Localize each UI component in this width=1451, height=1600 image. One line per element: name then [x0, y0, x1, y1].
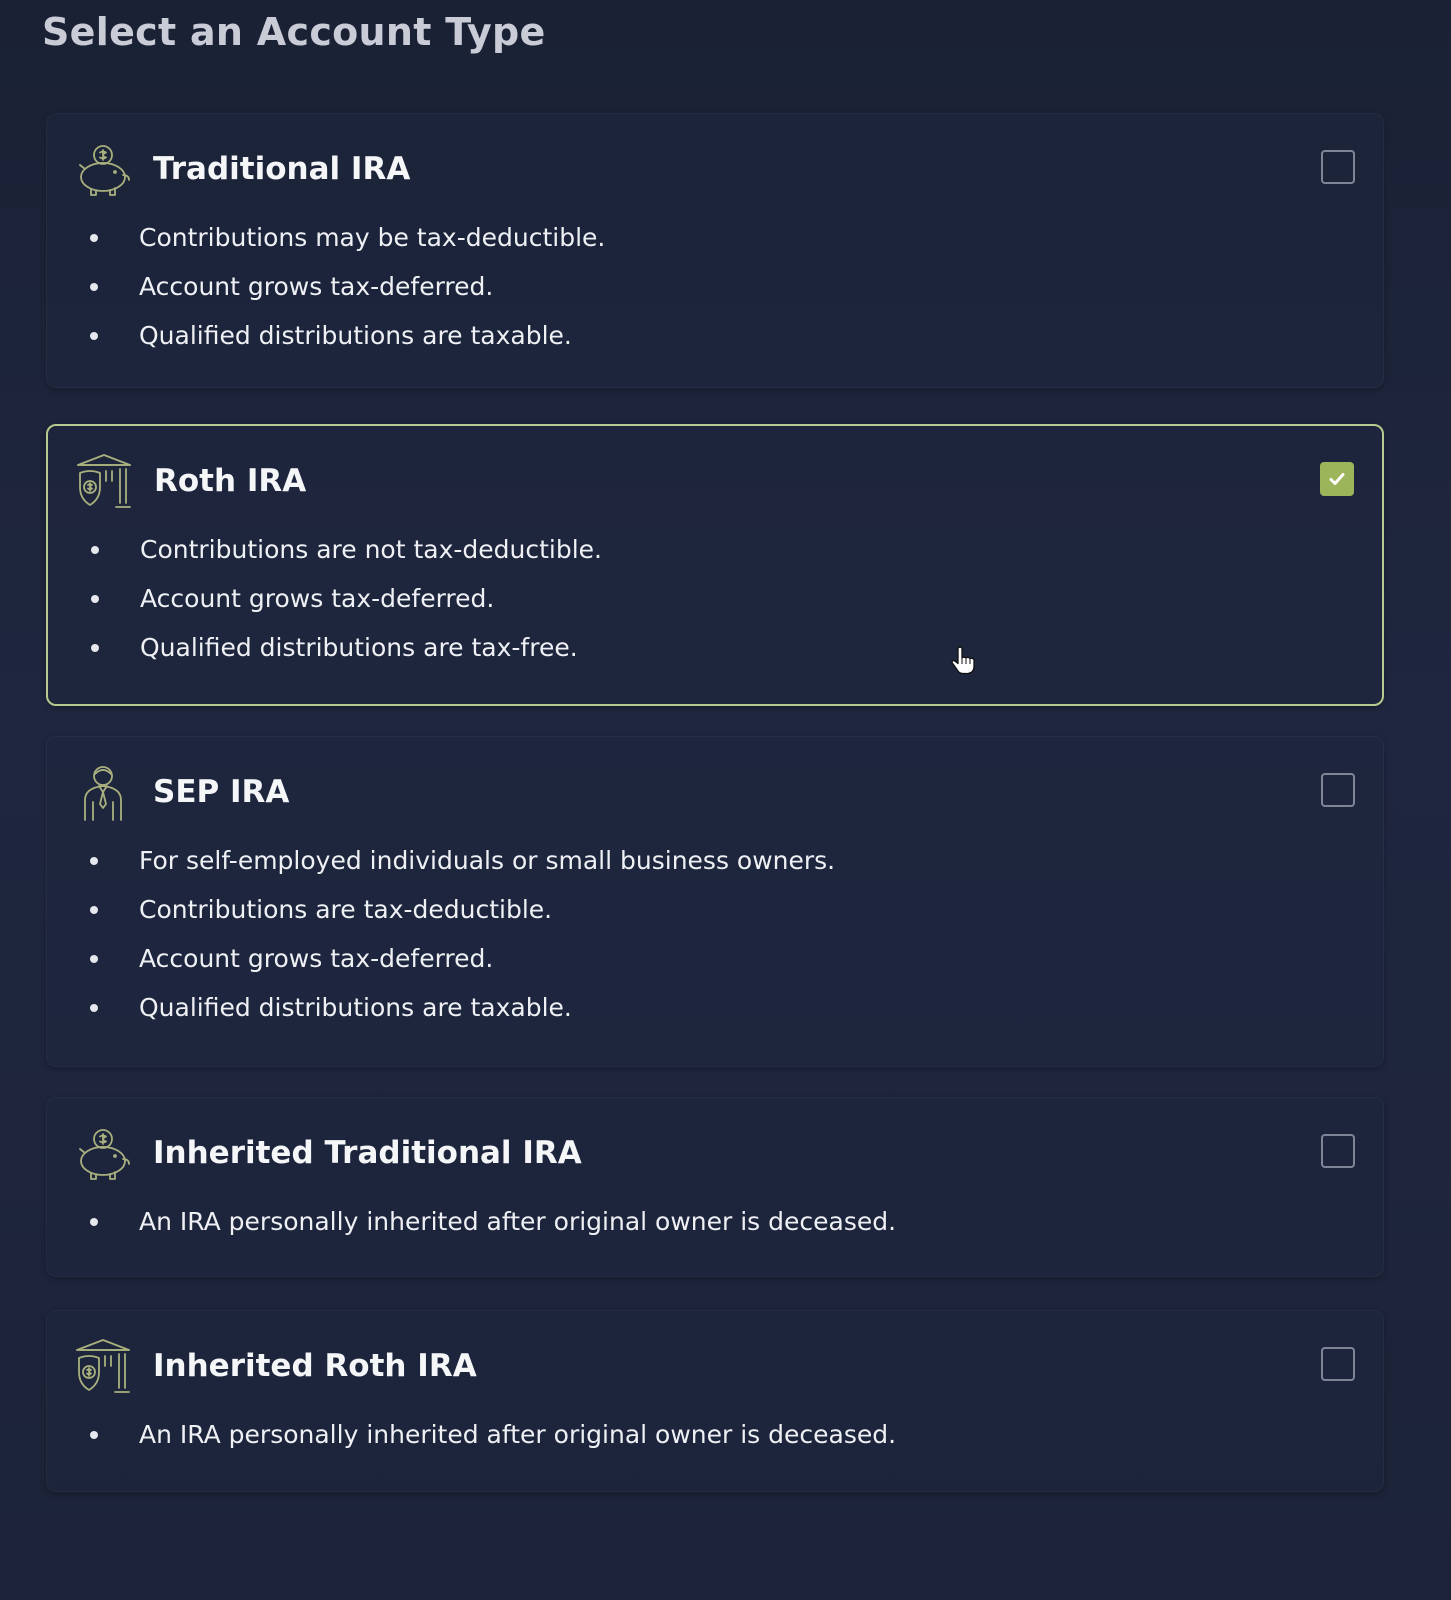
bullet-dot — [90, 906, 98, 914]
page-title: Select an Account Type — [42, 10, 546, 54]
list-item — [47, 213, 1383, 262]
bullet-dot — [91, 644, 99, 652]
list-item-text: Contributions are tax-deductible. — [139, 895, 553, 924]
list-item — [48, 623, 1382, 672]
account-card-inherited-roth-ira[interactable] — [46, 1310, 1384, 1492]
list-item-text: Qualified distributions are taxable. — [139, 993, 572, 1022]
piggy-bank-icon — [73, 1123, 133, 1183]
list-item — [47, 1410, 1383, 1459]
list-item — [47, 1197, 1383, 1246]
list-item-text: Account grows tax-deferred. — [139, 944, 494, 973]
roth-ira-checkbox[interactable] — [1320, 462, 1354, 496]
list-item-text: Qualified distributions are taxable. — [139, 321, 572, 350]
bullet-dot — [90, 283, 98, 291]
card-title: SEP IRA — [153, 774, 290, 810]
list-item-text: For self-employed individuals or small business owners. — [139, 846, 836, 875]
inherited-traditional-ira-checkbox[interactable] — [1321, 1134, 1355, 1168]
list-item-text: Account grows tax-deferred. — [139, 272, 494, 301]
list-item-text: Account grows tax-deferred. — [140, 584, 495, 613]
bullet-dot — [90, 857, 98, 865]
bullet-list — [47, 213, 1383, 360]
card-title: Inherited Traditional IRA — [153, 1135, 582, 1171]
bullet-dot — [90, 1218, 98, 1226]
list-item-text: Qualified distributions are tax-free. — [140, 633, 578, 662]
card-title: Inherited Roth IRA — [153, 1348, 477, 1384]
list-item — [47, 983, 1383, 1032]
list-item — [47, 262, 1383, 311]
traditional-ira-checkbox[interactable] — [1321, 150, 1355, 184]
bullet-dot — [91, 595, 99, 603]
list-item-text: An IRA personally inherited after original owner is deceased. — [139, 1207, 897, 1236]
bullet-list — [48, 525, 1382, 672]
list-item-text: Contributions are not tax-deductible. — [140, 535, 602, 564]
hand-cursor-icon — [950, 645, 978, 675]
bullet-list — [47, 1197, 1383, 1246]
sep-ira-checkbox[interactable] — [1321, 773, 1355, 807]
shield-bank-icon — [74, 451, 134, 511]
piggy-bank-icon — [73, 139, 133, 199]
list-item-text: Contributions may be tax-deductible. — [139, 223, 606, 252]
bullet-list — [47, 836, 1383, 1032]
inherited-roth-ira-checkbox[interactable] — [1321, 1347, 1355, 1381]
bullet-dot — [91, 546, 99, 554]
list-item — [48, 574, 1382, 623]
card-title: Roth IRA — [154, 463, 307, 499]
account-card-traditional-ira[interactable] — [46, 113, 1384, 388]
list-item-text: An IRA personally inherited after original owner is deceased. — [139, 1420, 897, 1449]
bullet-dot — [90, 955, 98, 963]
list-item — [48, 525, 1382, 574]
card-title: Traditional IRA — [153, 151, 411, 187]
bullet-list — [47, 1410, 1383, 1459]
list-item — [47, 885, 1383, 934]
shield-bank-icon — [73, 1336, 133, 1396]
account-card-inherited-traditional-ira[interactable] — [46, 1097, 1384, 1277]
bullet-dot — [90, 234, 98, 242]
bullet-dot — [90, 332, 98, 340]
account-card-roth-ira[interactable] — [46, 424, 1384, 706]
check-icon — [1327, 469, 1347, 489]
list-item — [47, 836, 1383, 885]
list-item — [47, 934, 1383, 983]
bullet-dot — [90, 1004, 98, 1012]
businessman-icon — [73, 762, 133, 822]
list-item — [47, 311, 1383, 360]
account-card-sep-ira[interactable] — [46, 736, 1384, 1067]
bullet-dot — [90, 1431, 98, 1439]
